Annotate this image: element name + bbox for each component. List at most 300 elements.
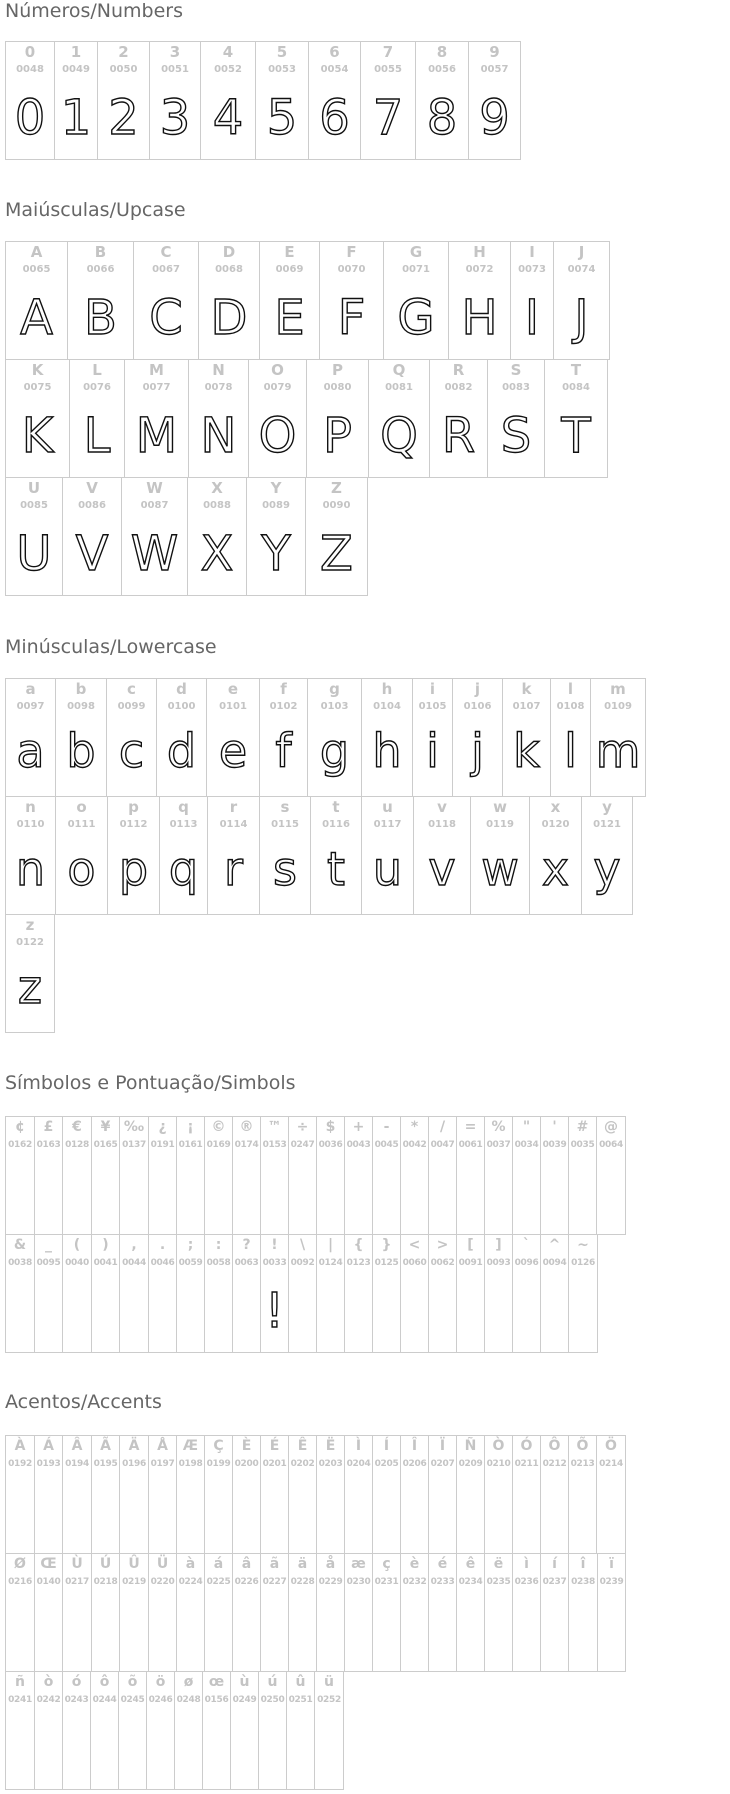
character-code: 0088 [203, 500, 231, 511]
glyph-cell [148, 1234, 177, 1353]
glyph-sample: 7 [372, 90, 404, 146]
character-code: 0112 [119, 819, 148, 830]
character-label: b [75, 680, 87, 698]
character-code: 0192 [8, 1459, 32, 1469]
character-label: M [149, 361, 164, 379]
glyph-cell [124, 359, 189, 478]
character-code: 0118 [428, 819, 456, 830]
glyph-cell [310, 796, 362, 915]
character-label: ï [609, 1556, 614, 1572]
glyph-cell [372, 1435, 401, 1554]
glyph-row [5, 41, 520, 160]
glyph-cell [62, 1116, 92, 1235]
character-code: 0238 [571, 1577, 595, 1587]
glyph-sample: P [323, 408, 352, 464]
glyph-sample: K [21, 408, 54, 464]
character-label: Ï [439, 1438, 446, 1454]
character-label: ! [271, 1237, 278, 1253]
character-label: r [229, 798, 238, 816]
character-code: 0066 [86, 264, 115, 275]
glyph-row [5, 1234, 597, 1353]
character-label: I [529, 243, 535, 261]
glyph-cell [487, 359, 545, 478]
glyph-sample: 4 [212, 90, 244, 146]
character-code: 0247 [290, 1140, 315, 1150]
glyph-sample: s [273, 842, 297, 896]
glyph-sample: m [595, 724, 641, 778]
glyph-cell [34, 1116, 63, 1235]
character-label: \ [299, 1237, 306, 1253]
character-code: 0070 [337, 264, 366, 275]
glyph-cell [5, 41, 55, 160]
glyph-cell [428, 1234, 457, 1353]
glyph-sample: S [500, 408, 532, 464]
character-label: 7 [382, 43, 394, 61]
glyph-sample: t [326, 842, 346, 896]
character-code: 0060 [402, 1258, 427, 1268]
character-label: O [271, 361, 284, 379]
character-label: Á [43, 1438, 54, 1454]
character-code: 0076 [83, 382, 111, 393]
character-code: 0194 [65, 1459, 89, 1469]
character-code: 0040 [65, 1258, 89, 1268]
character-code: 0122 [16, 937, 44, 948]
character-code: 0080 [323, 382, 352, 393]
character-label: È [241, 1438, 252, 1454]
character-label: s [280, 798, 290, 816]
character-label: ò [43, 1674, 54, 1690]
character-label: ì [524, 1556, 529, 1572]
character-label: 3 [169, 43, 181, 61]
character-code: 0047 [430, 1140, 455, 1150]
glyph-cell [456, 1234, 485, 1353]
glyph-cell [484, 1116, 513, 1235]
glyph-cell [62, 1435, 92, 1554]
glyph-cell [133, 241, 199, 360]
character-label: + [352, 1119, 365, 1135]
glyph-row [5, 359, 607, 478]
character-label: Ú [99, 1556, 112, 1572]
character-label: & [13, 1237, 27, 1253]
glyph-cell [428, 1435, 457, 1554]
character-code: 0224 [178, 1577, 203, 1587]
character-code: 0121 [593, 819, 621, 830]
glyph-cell [383, 241, 449, 360]
character-label: g [329, 680, 340, 698]
character-code: 0120 [541, 819, 570, 830]
character-code: 0104 [373, 701, 401, 712]
character-code: 0174 [234, 1140, 259, 1150]
character-code: 0116 [322, 819, 350, 830]
character-code: 0230 [346, 1577, 371, 1587]
character-label: û [295, 1674, 306, 1690]
character-code: 0108 [556, 701, 585, 712]
glyph-sample: v [428, 842, 456, 896]
glyph-cell [468, 41, 521, 160]
character-code: 0068 [215, 264, 243, 275]
character-code: 0091 [458, 1258, 483, 1268]
character-label: ® [239, 1119, 254, 1135]
glyph-cell [484, 1553, 513, 1672]
glyph-cell [159, 796, 208, 915]
glyph-cell [400, 1116, 429, 1235]
glyph-cell [484, 1435, 513, 1554]
glyph-sample: H [461, 290, 498, 346]
glyph-cell [91, 1553, 120, 1672]
glyph-cell [344, 1435, 373, 1554]
glyph-cell [307, 678, 362, 797]
glyph-cell [5, 359, 70, 478]
character-label: , [131, 1237, 137, 1253]
glyph-cell [596, 1116, 626, 1235]
glyph-sample: e [218, 724, 248, 778]
character-label: ^ [548, 1237, 561, 1253]
character-label: [ [467, 1237, 474, 1253]
glyph-sample: l [564, 724, 577, 778]
character-label: S [510, 361, 522, 379]
character-code: 0077 [142, 382, 171, 393]
glyph-sample: u [372, 842, 403, 896]
glyph-sample: F [337, 290, 366, 346]
character-label: ÷ [296, 1119, 309, 1135]
glyph-cell [200, 41, 256, 160]
glyph-cell [400, 1435, 429, 1554]
character-code: 0057 [480, 64, 509, 75]
character-label: 5 [276, 43, 288, 61]
character-label: f [280, 680, 287, 698]
character-label: x [550, 798, 561, 816]
character-code: 0202 [290, 1459, 315, 1469]
glyph-cell [288, 1234, 317, 1353]
glyph-cell [540, 1435, 569, 1554]
character-code: 0119 [486, 819, 514, 830]
character-label: ? [242, 1237, 251, 1253]
glyph-cell [544, 359, 608, 478]
glyph-cell [361, 678, 413, 797]
character-code: 0243 [64, 1695, 89, 1705]
character-label: ‰ [123, 1119, 145, 1135]
glyph-cell [204, 1116, 233, 1235]
glyph-cell [368, 359, 430, 478]
character-label: n [25, 798, 36, 816]
character-label: Å [157, 1438, 168, 1454]
character-label: â [241, 1556, 252, 1572]
character-label: Ì [355, 1438, 362, 1454]
character-label: N [212, 361, 225, 379]
character-label: ¡ [187, 1119, 194, 1135]
glyph-row [5, 796, 632, 915]
glyph-cell [255, 41, 309, 160]
character-code: 0098 [67, 701, 95, 712]
character-code: 0064 [599, 1140, 623, 1150]
character-label: Î [411, 1438, 418, 1454]
character-code: 0125 [374, 1258, 399, 1268]
character-code: 0213 [570, 1459, 595, 1469]
glyph-cell [55, 796, 108, 915]
character-code: 0102 [269, 701, 298, 712]
character-label: a [25, 680, 36, 698]
character-label: ä [297, 1556, 308, 1572]
glyph-cell [456, 1435, 485, 1554]
character-label: v [437, 798, 447, 816]
character-label: ¿ [158, 1119, 167, 1135]
glyph-cell [107, 796, 160, 915]
character-label: t [332, 798, 340, 816]
glyph-sample: W [130, 526, 179, 582]
character-label: F [346, 243, 357, 261]
character-label: Í [383, 1438, 390, 1454]
character-label: 0 [24, 43, 36, 61]
character-label: Õ [576, 1438, 589, 1454]
glyph-cell [306, 359, 369, 478]
glyph-sample: 8 [426, 90, 458, 146]
character-code: 0115 [271, 819, 299, 830]
character-code: 0061 [458, 1140, 483, 1150]
glyph-sample: b [66, 724, 96, 778]
character-label: = [464, 1119, 477, 1135]
character-code: 0089 [262, 500, 290, 511]
glyph-cell [400, 1234, 429, 1353]
character-code: 0245 [120, 1695, 145, 1705]
glyph-cell [34, 1234, 63, 1353]
character-label: Y [270, 479, 282, 497]
glyph-cell [448, 241, 511, 360]
character-code: 0165 [93, 1140, 118, 1150]
character-code: 0095 [36, 1258, 61, 1268]
glyph-cell [5, 241, 68, 360]
character-label: ¥ [100, 1119, 111, 1135]
glyph-cell [149, 41, 201, 160]
glyph-cell [67, 241, 134, 360]
character-code: 0105 [418, 701, 447, 712]
character-code: 0205 [374, 1459, 399, 1469]
glyph-cell [305, 477, 368, 596]
character-code: 0069 [275, 264, 304, 275]
glyph-cell [597, 1553, 626, 1672]
character-label: G [409, 243, 423, 261]
glyph-cell [344, 1234, 373, 1353]
glyph-cell [230, 1671, 259, 1790]
glyph-cell [484, 1234, 513, 1353]
glyph-cell [204, 1553, 233, 1672]
glyph-cell [5, 914, 55, 1033]
glyph-sample: 6 [319, 90, 350, 146]
glyph-cell [344, 1553, 373, 1672]
character-code: 0110 [16, 819, 45, 830]
character-label: > [436, 1237, 449, 1253]
character-label: Ò [492, 1438, 505, 1454]
character-label: Ã [100, 1438, 111, 1454]
character-label: ] [495, 1237, 502, 1253]
character-code: 0046 [150, 1258, 175, 1268]
character-label: k [521, 680, 532, 698]
character-label: 1 [70, 43, 82, 61]
glyph-cell [413, 796, 471, 915]
glyph-row [5, 1671, 343, 1790]
glyph-cell [581, 796, 633, 915]
glyph-cell [259, 241, 320, 360]
character-label: Ù [71, 1556, 83, 1572]
character-code: 0233 [430, 1577, 455, 1587]
glyph-cell [62, 1234, 92, 1353]
glyph-sample: i [426, 724, 439, 778]
glyph-cell [568, 1435, 597, 1554]
glyph-cell [260, 1435, 289, 1554]
glyph-cell [207, 796, 260, 915]
glyph-cell [5, 678, 56, 797]
glyph-sample: R [441, 408, 476, 464]
glyph-cell [148, 1116, 177, 1235]
character-code: 0094 [542, 1258, 567, 1268]
glyph-sample: L [83, 408, 111, 464]
character-label: $ [325, 1119, 336, 1135]
glyph-sample: G [397, 290, 435, 346]
glyph-row [5, 477, 367, 596]
glyph-cell [360, 41, 416, 160]
glyph-sample: o [67, 842, 96, 896]
character-code: 0092 [290, 1258, 315, 1268]
glyph-cell [596, 1435, 626, 1554]
character-label: 2 [118, 43, 129, 61]
character-code: 0246 [148, 1695, 173, 1705]
character-label: ` [523, 1237, 530, 1253]
glyph-cell [106, 678, 157, 797]
character-code: 0137 [122, 1140, 146, 1150]
character-code: 0071 [402, 264, 430, 275]
glyph-cell [118, 1671, 147, 1790]
character-code: 0114 [219, 819, 248, 830]
character-code: 0140 [36, 1577, 61, 1587]
glyph-cell [372, 1553, 401, 1672]
glyph-cell [62, 1553, 92, 1672]
character-code: 0225 [206, 1577, 231, 1587]
character-code: 0200 [234, 1459, 259, 1469]
character-label: U [27, 479, 41, 497]
character-code: 0079 [263, 382, 292, 393]
character-code: 0252 [317, 1695, 341, 1705]
glyph-sample: A [20, 290, 53, 346]
character-code: 0083 [502, 382, 530, 393]
character-label: õ [127, 1674, 138, 1690]
glyph-cell [97, 41, 150, 160]
character-code: 0123 [346, 1258, 371, 1268]
glyph-cell [121, 477, 188, 596]
character-code: 0161 [178, 1140, 203, 1150]
character-label: m [610, 680, 626, 698]
character-label: Z [331, 479, 342, 497]
character-label: € [72, 1119, 82, 1135]
glyph-cell [91, 1234, 120, 1353]
glyph-cell [314, 1671, 344, 1790]
character-code: 0124 [318, 1258, 343, 1268]
glyph-cell [260, 1234, 289, 1353]
glyph-cell [456, 1553, 485, 1672]
character-code: 0072 [465, 264, 494, 275]
character-code: 0100 [167, 701, 196, 712]
glyph-cell [540, 1553, 569, 1672]
glyph-sample: M [135, 408, 178, 464]
character-code: 0156 [204, 1695, 229, 1705]
glyph-cell [119, 1435, 149, 1554]
character-code: 0087 [140, 500, 169, 511]
glyph-cell [69, 359, 125, 478]
glyph-cell [286, 1671, 315, 1790]
glyph-cell [288, 1116, 317, 1235]
character-label: ø [183, 1674, 194, 1690]
character-code: 0169 [206, 1140, 231, 1150]
character-label: W [146, 479, 163, 497]
character-label: ç [382, 1556, 391, 1572]
glyph-cell [198, 241, 260, 360]
character-label: @ [604, 1119, 618, 1135]
character-label: è [409, 1556, 420, 1572]
character-code: 0101 [219, 701, 247, 712]
character-label: Ä [128, 1438, 140, 1454]
glyph-cell [512, 1435, 541, 1554]
character-code: 0086 [78, 500, 106, 511]
glyph-sample: B [84, 290, 117, 346]
character-code: 0244 [92, 1695, 117, 1705]
character-code: 0204 [346, 1459, 371, 1469]
character-label: { [353, 1237, 364, 1253]
glyph-cell [176, 1116, 205, 1235]
glyph-sample: f [275, 724, 292, 778]
character-code: 0096 [514, 1258, 539, 1268]
glyph-cell [246, 477, 306, 596]
character-code: 0196 [122, 1459, 146, 1469]
character-code: 0048 [16, 64, 44, 75]
character-label: h [381, 680, 393, 698]
character-code: 0232 [402, 1577, 427, 1587]
glyph-cell [319, 241, 384, 360]
character-label: } [381, 1237, 392, 1253]
glyph-sample: 3 [159, 90, 191, 146]
character-code: 0199 [206, 1459, 231, 1469]
character-code: 0214 [599, 1459, 623, 1469]
character-code: 0085 [20, 500, 48, 511]
character-code: 0049 [62, 64, 90, 75]
glyph-cell [529, 796, 582, 915]
character-label: K [31, 361, 44, 379]
character-label: ( [73, 1237, 81, 1253]
character-label: Â [71, 1438, 83, 1454]
glyph-cell [470, 796, 530, 915]
character-label: Æ [182, 1438, 199, 1454]
glyph-cell [502, 678, 551, 797]
glyph-sample: Q [380, 408, 418, 464]
glyph-sample: X [200, 526, 234, 582]
glyph-cell [176, 1553, 205, 1672]
section-title: Números/Numbers [5, 0, 183, 22]
glyph-cell [188, 359, 249, 478]
glyph-cell [62, 477, 122, 596]
character-code: 0051 [161, 64, 189, 75]
glyph-cell [119, 1234, 149, 1353]
glyph-cell [260, 1553, 289, 1672]
glyph-cell [34, 1435, 63, 1554]
character-label: Ó [520, 1438, 533, 1454]
glyph-cell [232, 1553, 261, 1672]
glyph-sample: 0 [14, 90, 46, 146]
glyph-sample: p [118, 842, 149, 896]
glyph-sample: N [200, 408, 237, 464]
character-label: ã [269, 1556, 280, 1572]
character-code: 0209 [458, 1459, 483, 1469]
character-label: d [176, 680, 187, 698]
glyph-cell [308, 41, 361, 160]
character-label: y [602, 798, 612, 816]
character-code: 0126 [571, 1258, 595, 1268]
